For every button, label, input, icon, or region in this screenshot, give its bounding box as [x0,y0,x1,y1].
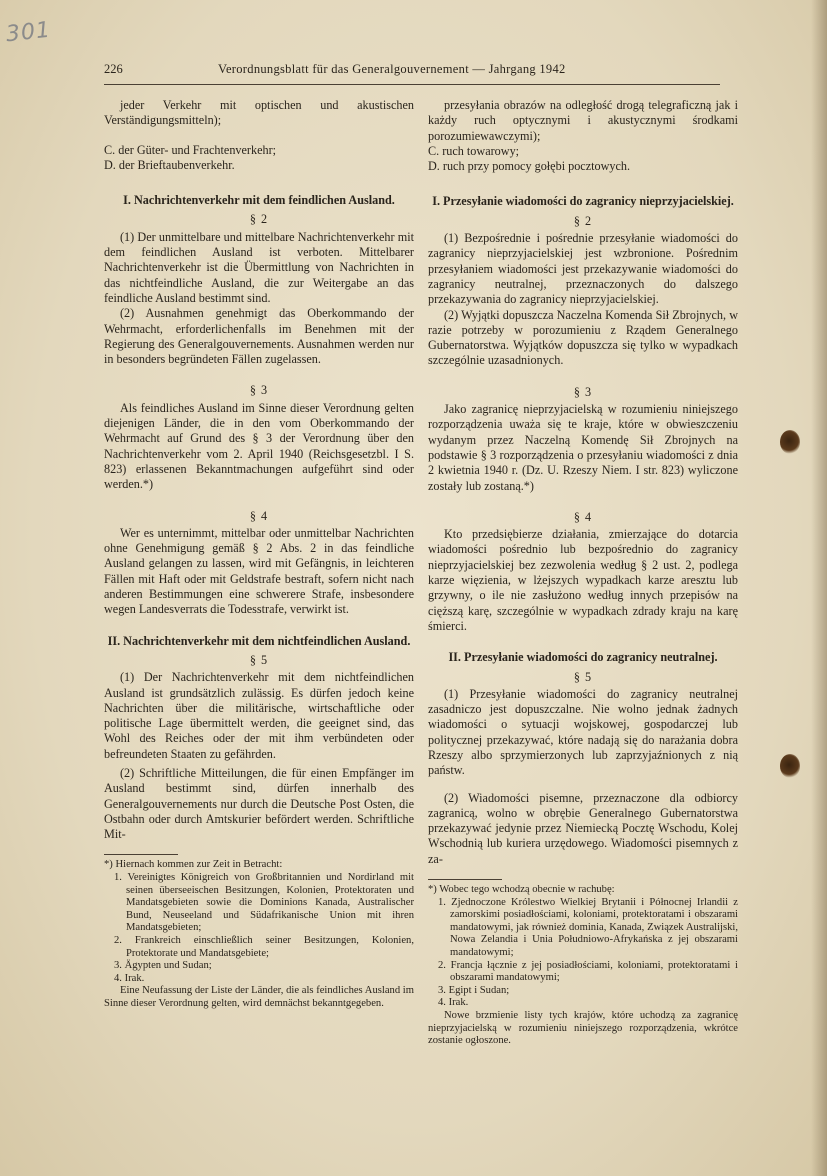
footnote-item: 3. Egipt i Sudan; [438,984,510,996]
running-title: Verordnungsblatt für das Generalgouvernement — Jahrgang 1942 [218,62,566,76]
paragraph-3-text: Als feindliches Ausland im Sinne dieser Verordnung gelten diejenigen Länder, die in den vom Oberkommando der Wehrmacht auf Grund des § 3 der Verordnung über den Nachrichtenverkehr vom 2. April 1940 (Reichsgesetzbl. I S. 823) erlassenen Bekanntmachungen aufgeführt sind oder werden.*) [104,400,414,492]
paragraph-5-clause-1: (1) Przesyłanie wiadomości do zagranicy neutralnej zasadniczo jest dopuszczalne. Nie wolno jednak żadnych wiadomości o sytuacji wojskowej, gospodarczej lub politycznej przekazywać, które nadają się do narażania dobra Rzeszy albo sprzymierzonych lub zaprzyjaźnionych z nią państw. [428,686,738,778]
paragraph-2-clause-1: (1) Der unmittelbare und mittelbare Nachrichtenverkehr mit dem feindlichen Ausland ist verboten. Mittelbarer Nachrichtenverkehr ist die Übermittlung von Nachrichten in das nichtfeindliche Ausland, die zur Weitergabe an das feindliche Ausland bestimmt sind. [104,229,414,305]
paragraph-2-clause-1: (1) Bezpośrednie i pośrednie przesyłanie wiadomości do zagranicy nieprzyjacielskiej jest wzbronione. Pośrednim przesyłaniem wiadomości jest przekazywanie wiadomości do zagranicy neutralnej, przeznaczonych do dalszego przekazywania do zagranicy nieprzyjacielskiej. [428,231,738,307]
paragraph-5-clause-2: (2) Schriftliche Mitteilungen, die für einen Empfänger im Ausland bestimmt sind, dürfen innerhalb des Generalgouvernements nur durch die Deutsche Post Osten, die Ostbahn oder durch Amtskurier befördert werden. Schriftliche Mit- [104,765,414,842]
list-item-c: C. der Güter- und Frachtenverkehr; [104,142,277,157]
paragraph-symbol-5: § 5 [573,669,593,684]
footnote-intro: *) Wobec tego wchodzą obecnie w rachubę: [428,884,615,896]
footnote-rule [428,879,502,880]
header-rule [104,84,720,85]
list-item-d: D. ruch przy pomocy gołębi pocztowych. [428,159,631,174]
section-heading-1: I. Przesyłanie wiadomości do zagranicy nieprzyjacielskiej. [432,194,734,209]
section-heading-2: II. Przesyłanie wiadomości do zagranicy neutralnej. [448,650,718,665]
page-number: 226 [104,62,123,76]
punch-hole [780,754,800,778]
list-item-c: C. ruch towarowy; [428,143,520,158]
footnote-closing: Nowe brzmienie listy tych krajów, które uchodzą za zagranicę nieprzyjacielską w rozumieniu niniejszego rozporządzenia, wkrótce zostanie ogłoszone. [428,1010,738,1047]
footnote-closing: Eine Neufassung der Liste der Länder, die als feindliches Ausland im Sinne dieser Verordnung gelten, wird demnächst bekanntgegeben. [104,985,414,1009]
punch-hole [780,430,800,454]
footnote-item: 1. Vereinigtes Königreich von Großbritannien und Nordirland mit seinen überseeischen Besitzungen, Kolonien, Protektoraten und Mandatsgebieten sowie die Dominions Kanada, Australischer Bund, Neuseeland und Südafrikanische Union mit ihren Mandatsgebieten; [114,872,414,934]
footnote-item: 2. Frankreich einschließlich seiner Besitzungen, Kolonien, Protektorate und Mandatsgebiete; [114,935,414,959]
paragraph-symbol-3: § 3 [249,383,269,398]
footnote-item: 4. Irak. [438,997,469,1009]
paragraph-2-clause-2: (2) Ausnahmen genehmigt das Oberkommando der Wehrmacht, erforderlichenfalls im Benehmen mit der Regierung des Generalgouvernements. Ausnahmen werden nur in besonders begründeten Fällen zugelassen. [104,306,414,367]
paragraph-3-text: Jako zagranicę nieprzyjacielską w rozumieniu niniejszego rozporządzenia uważa się te kraje, które w obwieszczeniu wydanym przez Naczelną Komendę Sił Zbrojnych na podstawie § 3 rozporządzenia o przesyłaniu wiadomości z dnia 2 kwietnia 1940 r. (Dz. U. Rzeszy Niem. I str. 823) wyliczone zostały lub zostaną.*) [428,402,738,493]
paragraph-5-clause-1: (1) Der Nachrichtenverkehr mit dem nichtfeindlichen Ausland ist grundsätzlich zulässig. Es dürfen jedoch keine Nachrichten über die militärische, wirtschaftliche oder politische Lage übermittelt werden, die geeignet sind, das Wohl des Reiches oder der mit ihm verbündeten oder befreundeten Staaten zu gefährden. [104,670,414,761]
paragraph-symbol-2: § 2 [249,212,269,227]
list-item-d: D. der Brieftaubenverkehr. [104,157,235,172]
german-column [104,98,414,1011]
footnote-item: 4. Irak. [114,972,145,984]
footnote-item: 3. Ägypten und Sudan; [114,960,212,972]
section-heading-1: I. Nachrichtenverkehr mit dem feindlichen Ausland. [123,193,395,208]
paragraph-2-clause-2: (2) Wyjątki dopuszcza Naczelna Komenda Sił Zbrojnych, w razie potrzeby w porozumieniu z Rządem Generalnego Gubernatorstwa. Wyjątków dopuszcza się tylko w wypadkach szczególnie uzasadnionych. [428,307,738,368]
paragraph-4-text: Kto przedsiębierze działania, zmierzające do dotarcia wiadomości pośrednio lub bezpośrednio do zagranicy nieprzyjacielskiej bez zezwolenia według § 2 ust. 2, podlega karze więzienia, w lżejszych wypadkach karze aresztu lub grzywny, o ile nie zasłużono według innych przepisów na cięższą karę, szczególnie w wypadkach zdrady kraju na karę śmierci. [428,527,738,633]
footnote-intro: *) Hiernach kommen zur Zeit in Betracht: [104,859,283,871]
paragraph-symbol-2: § 2 [573,213,593,228]
footnote-rule [104,854,178,855]
footnote-item: 1. Zjednoczone Królestwo Wielkiej Brytanii i Północnej Irlandii z zamorskimi posiadłościami, koloniami, protektoratami i obszarami mandatowymi, jak również dominia, Kanada, Związek Australijski, Nowa Zelandia i Unia Południowo-Afrykańska z jej obszarami mandatowymi; [438,896,738,959]
paragraph-5-clause-2: (2) Wiadomości pisemne, przeznaczone dla odbiorcy zagranicą, wolno w obrębie Generalnego Gubernatorstwa przekazywać jedynie przez Niemiecką Pocztę Wschodu, Kolej Wschodnią lub kuriera urzędowego. Wiadomości pisemnych z za- [428,790,738,866]
intro-continuation: jeder Verkehr mit optischen und akustischen Verständigungsmitteln); [104,98,414,128]
section-heading-2: II. Nachrichtenverkehr mit dem nichtfeindlichen Ausland. [107,633,411,648]
paragraph-symbol-5: § 5 [249,652,269,667]
intro-continuation: przesyłania obrazów na odległość drogą telegraficzną jak i każdy ruch optycznymi i akustycznymi środkami porozumiewawczymi); [428,98,738,143]
paragraph-symbol-4: § 4 [249,508,269,523]
paragraph-4-text: Wer es unternimmt, mittelbar oder unmittelbar Nachrichten ohne Genehmigung gemäß § 2 Abs. 2 in das feindliche Ausland gelangen zu lassen, wird mit Gefängnis, in leichteren Fällen mit Haft oder mit Geldstrafe bestraft, sofern nicht nach anderen Bestimmungen eine schwerere Strafe, insbesondere wegen Landesverrats die Todesstrafe, verwirkt ist. [104,525,414,617]
paragraph-symbol-3: § 3 [573,384,593,399]
polish-column [428,98,738,1048]
paragraph-symbol-4: § 4 [573,509,593,524]
page-edge-shadow [811,0,827,1176]
footnote-item: 2. Francja łącznie z jej posiadłościami, koloniami, protektoratami i obszarami mandatowymi; [438,959,738,984]
footnote [104,859,414,1010]
pencil-annotation: 301 [4,17,53,48]
footnote [428,884,738,1048]
